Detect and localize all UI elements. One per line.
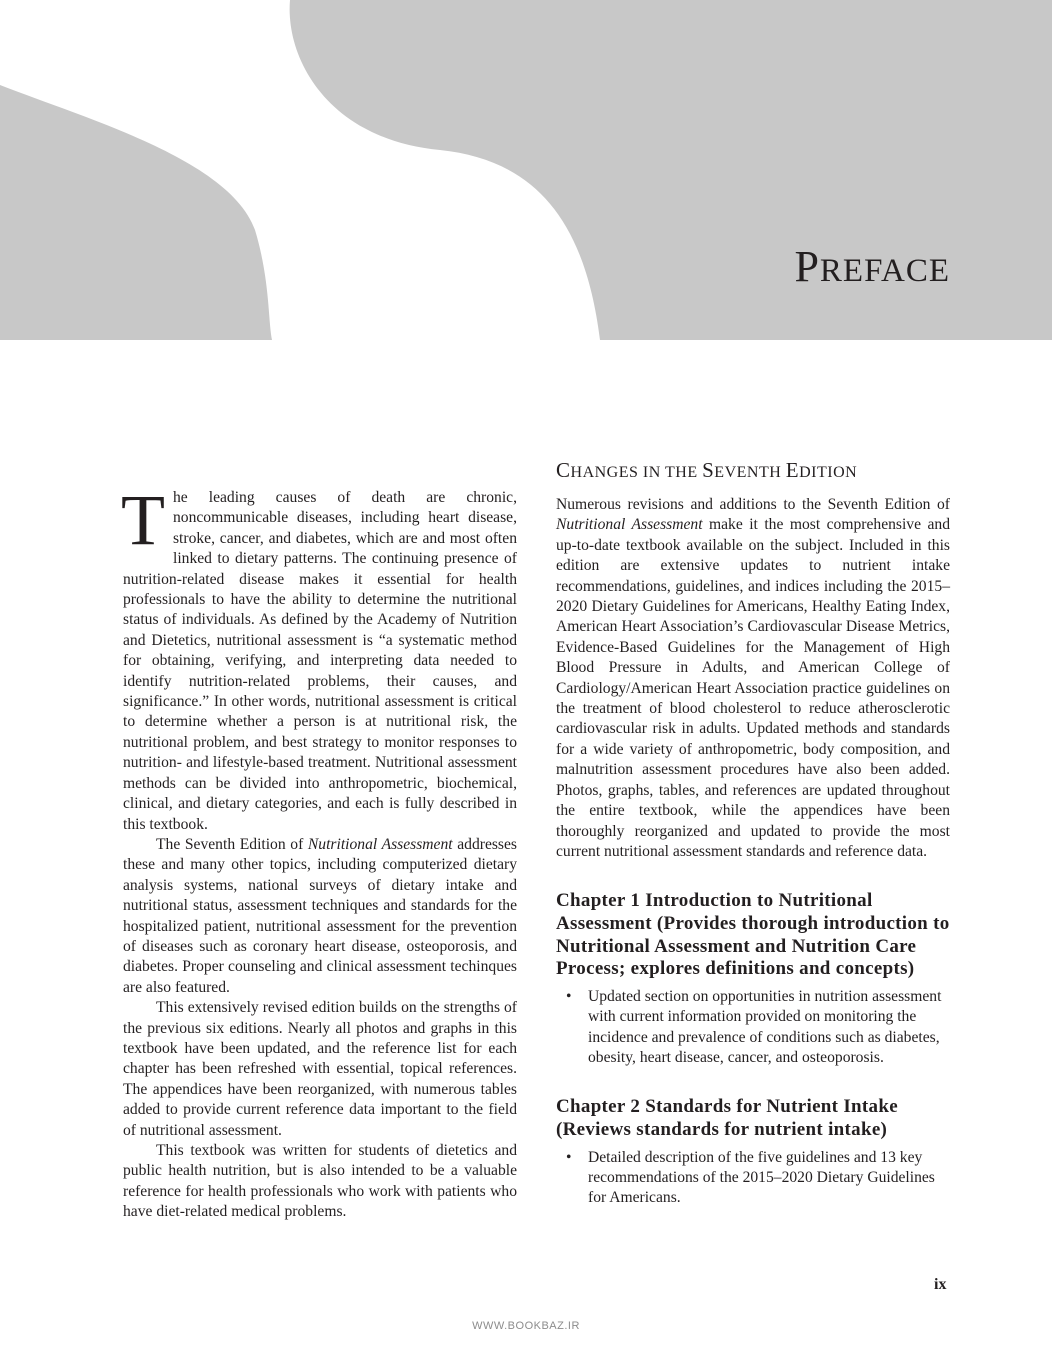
chapter-2-heading: Chapter 2 Standards for Nutrient Intake (Reviews standards for nutrient intake): [556, 1096, 898, 1140]
bullet-icon: •: [566, 987, 572, 1005]
chapter-1-heading: Chapter 1 Introduction to Nutritional Assessment (Provides thorough introduction to Nutritional Assessment and Nutrition Care Process; explores definitions and concepts): [556, 890, 950, 980]
book-title-italic: Nutritional Assessment: [556, 516, 703, 534]
chapter-1-bullet-list: [556, 987, 950, 1069]
left-column: [123, 458, 517, 1223]
body-paragraph: This textbook was written for students of dietetics and public health nutrition, but is also intended to be a valuable reference for health professionals who work with patients who have diet-related medical problems.: [123, 1142, 517, 1221]
right-column: [556, 458, 950, 1209]
watermark: WWW.BOOKBAZ.IR: [472, 1320, 580, 1332]
chapter-2-bullet-list: [556, 1148, 950, 1209]
page-title: PREFACE: [794, 242, 950, 292]
bullet-icon: •: [566, 1148, 572, 1166]
list-item: • Detailed description of the five guidelines and 13 key recommendations of the 2015–2020 Dietary Guidelines for Americans.: [566, 1148, 935, 1207]
page-number: ix: [934, 1276, 947, 1293]
list-item: • Updated section on opportunities in nutrition assessment with current information provided on monitoring the incidence and prevalence of conditions such as diabetes, obesity, heart disease, cancer, and osteoporosis.: [566, 987, 942, 1066]
section-heading: CHANGES IN THE SEVENTH EDITION: [556, 458, 858, 482]
intro-paragraph: The leading causes of death are chronic, noncommunicable diseases, including heart disease, stroke, cancer, and diabetes, which are and most often linked to dietary patterns. The continuing presence of nutrition-related disease makes it essential for health professionals to have the ability to determine the nutritional status of individuals. As defined by the Academy of Nutrition and Dietetics, nutritional assessment is “a systematic method for obtaining, verifying, and interpreting data needed to identify nutrition-related problems, their causes, and significance.” In other words, nutritional assessment is critical to determine whether a person is at nutritional risk, the nutritional problem, and best strategy to monitor responses to nutrition- and lifestyle-based treatment. Nutritional assessment methods can be divided into anthropometric, biochemical, clinical, and dietary categories, and each is fully described in this textbook.: [121, 480, 517, 833]
drop-cap: T: [121, 480, 165, 560]
body-paragraph: The Seventh Edition of Nutritional Assessment addresses these and many other topics, including computerized dietary analysis systems, national surveys of dietary intake and nutritional status, assessment techniques and standards for the hospitalized patient, nutritional assessment for the prevention of diseases such as coronary heart disease, osteoporosis, and diabetes. Proper counseling and clinical assessment techinques are also featured.: [123, 835, 517, 996]
banner-shape-left: [0, 85, 272, 340]
body-paragraph: This extensively revised edition builds on the strengths of the previous six editions. Nearly all photos and graphs in this textbook have been updated, and the reference list for each chapter has been refreshed with essential, topical references. The appendices have been reorganized, with numerous tables added to provide current reference data important to the field of nutritional assessment.: [123, 999, 517, 1139]
book-title-italic: Nutritional Assessment: [307, 835, 453, 853]
section-intro-paragraph: Numerous revisions and additions to the Seventh Edition of Nutritional Assessment make it the most comprehensive and up-to-date textbook available on the subject. Included in this edition are extensive updates to nutrient intake recommendations, guidelines, and indices including the 2015–2020 Dietary Guidelines for Americans, Healthy Eating Index, American Heart Association’s Cardiovascular Disease Metrics, Evidence-Based Guidelines for the Management of High Blood Pressure in Adults, and American College of Cardiology/American Heart Association practice guidelines on the treatment of blood cholesterol to reduce atherosclerotic cardiovascular risk in adults. Updated methods and standards for a wide variety of anthropometric, body composition, and malnutrition assessment procedures have also been added. Photos, graphs, tables, and references are updated throughout the entire textbook, while the appendices have been thoroughly reorganized and updated to provide the most current nutritional assessment standards and reference data.: [556, 496, 951, 860]
